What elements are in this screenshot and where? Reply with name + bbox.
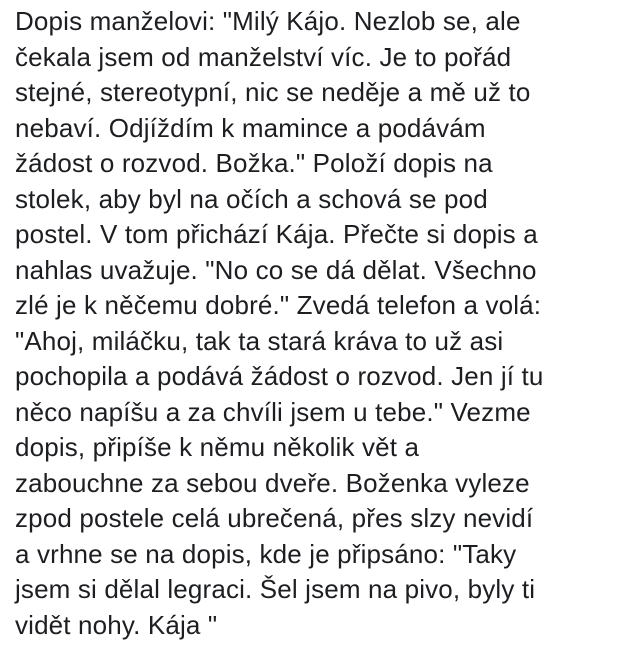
- post-line: jsem si dělal legraci. Šel jsem na pivo, byly ti: [15, 574, 536, 604]
- post-line: "Ahoj, miláčku, tak ta stará kráva to už asi: [15, 325, 504, 356]
- post-line: zpod postele celá ubrečená, přes slzy nevidí: [15, 503, 534, 533]
- post-line: něco napíšu a za chvíli jsem u tebe." Vezme: [15, 396, 531, 427]
- post-line: žádost o rozvod. Božka." Položí dopis na: [15, 148, 493, 178]
- post-text: [15, 4, 639, 643]
- post-line: zlé je k něčemu dobré." Zvedá telefon a volá:: [15, 290, 542, 320]
- post-line: postel. V tom přichází Kája. Přečte si dopis a: [15, 219, 538, 249]
- post-line: Dopis manželovi: "Milý Kájo. Nezlob se, ale: [15, 6, 521, 36]
- post-line: a vrhne se na dopis, kde je připsáno: "Taky: [15, 538, 517, 569]
- post-line: pochopila a podává žádost o rozvod. Jen jí tu: [15, 361, 544, 391]
- post-line: stejné, stereotypní, nic se neděje a mě už to: [15, 77, 531, 107]
- post-line: nahlas uvažuje. "No co se dá dělat. Všechno: [15, 254, 537, 285]
- post-line: stolek, aby byl na očích a schová se pod: [15, 183, 488, 214]
- post-line: vidět nohy. Kája ": [15, 609, 218, 640]
- post-line: čekala jsem od manželství víc. Je to pořád: [15, 41, 512, 72]
- post-line: zabouchne za sebou dveře. Boženka vyleze: [15, 467, 530, 498]
- post-line: dopis, připíše k němu několik vět a: [15, 432, 420, 462]
- post-line: nebaví. Odjíždím k mamince a podávám: [15, 112, 486, 143]
